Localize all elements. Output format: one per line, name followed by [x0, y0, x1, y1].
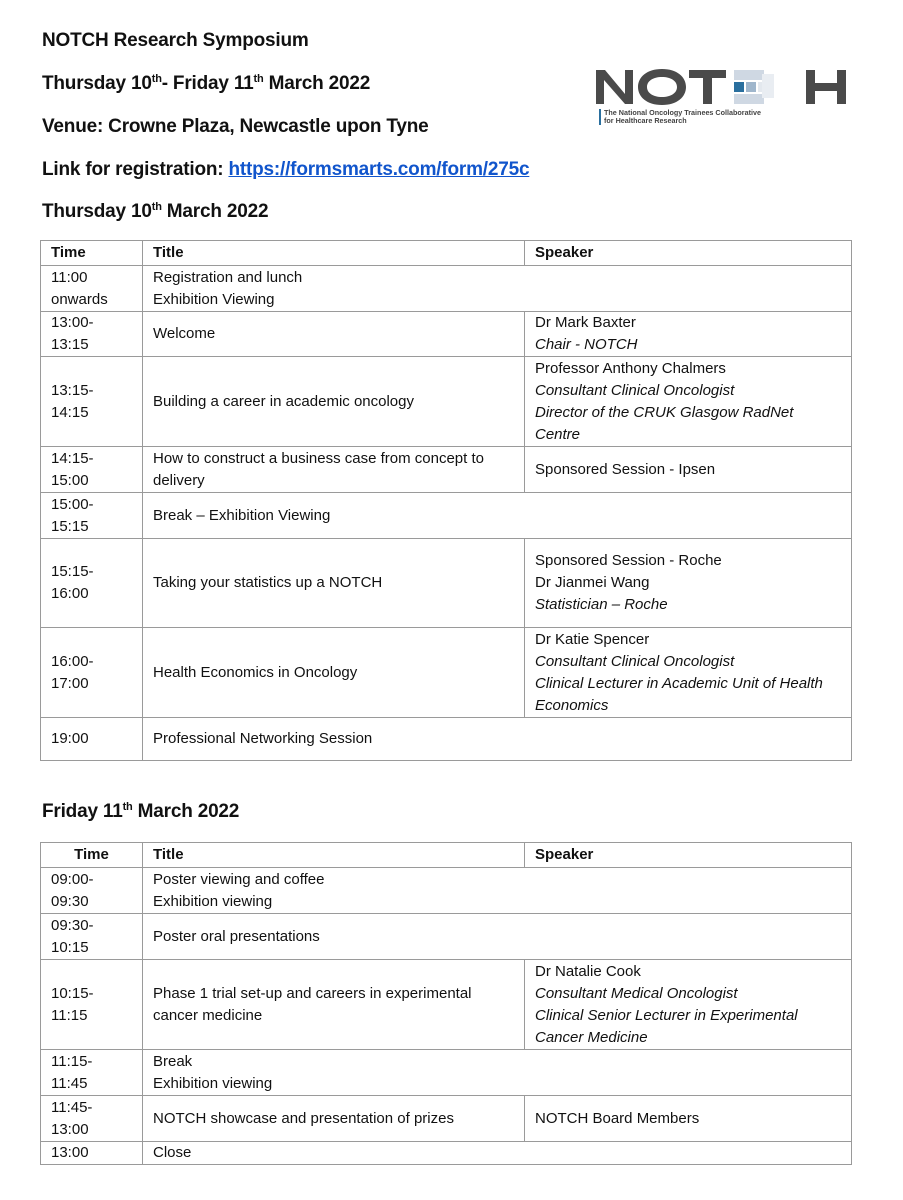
speaker-name: Sponsored Session - Ipsen — [535, 460, 716, 478]
row-speaker — [525, 960, 852, 1050]
speaker-name: Dr Jianmei Wang — [535, 574, 650, 591]
title-line: Close — [153, 1144, 192, 1161]
row-time — [41, 868, 143, 914]
speaker-role: Statistician – Roche — [535, 596, 668, 613]
row-title — [143, 312, 525, 357]
time-line: 10:15 — [51, 938, 89, 956]
row-time — [41, 718, 143, 761]
title-line: Building a career in academic oncology — [153, 392, 414, 410]
table-row — [41, 1050, 852, 1096]
row-title — [143, 493, 852, 539]
title-line: Phase 1 trial set-up and careers in experimental cancer medicine — [153, 984, 472, 1024]
day1-schedule-table — [40, 240, 852, 761]
row-title — [143, 357, 525, 447]
title-line: Taking your statistics up a NOTCH — [153, 574, 383, 591]
time-line: 10:15- — [51, 984, 94, 1002]
time-line: 13:00 — [51, 1144, 89, 1161]
speaker-role: Consultant Clinical Oncologist — [535, 381, 735, 399]
row-time — [41, 1142, 143, 1165]
speaker-name: NOTCH Board Members — [535, 1109, 700, 1127]
notch-tagline: The National Oncology Trainees Collaborative for Healthcare Research — [599, 109, 761, 125]
row-speaker — [525, 628, 852, 718]
col-title: Title — [143, 241, 525, 266]
row-title — [143, 718, 852, 761]
title-line: How to construct a business case from concept to delivery — [153, 449, 484, 489]
time-line: 09:30- — [51, 916, 94, 934]
registration-label: Link for registration: — [42, 159, 229, 180]
time-line: 17:00 — [51, 674, 89, 692]
time-line: 11:15- — [51, 1052, 93, 1070]
time-line: 11:45 — [51, 1074, 88, 1092]
speaker-name: Sponsored Session - Roche — [535, 552, 722, 569]
col-time: Time — [41, 843, 143, 868]
time-line: 11:45- — [51, 1098, 93, 1116]
row-speaker — [525, 357, 852, 447]
event-dates: Thursday 10th- Friday 11th March 2022 — [42, 73, 371, 94]
title-line: Professional Networking Session — [153, 730, 373, 747]
title-line: Welcome — [153, 325, 216, 342]
time-line: 15:00- — [51, 495, 94, 513]
time-line: 13:00- — [51, 314, 94, 331]
time-line: 16:00- — [51, 652, 94, 670]
row-title — [143, 539, 525, 628]
table-row — [41, 914, 852, 960]
time-line: 11:00 — [51, 268, 88, 286]
row-title — [143, 447, 525, 493]
table-row — [41, 960, 852, 1050]
day1-table-body — [41, 266, 852, 761]
notch-logo — [592, 66, 874, 130]
title-line: NOTCH showcase and presentation of prizes — [153, 1109, 454, 1127]
row-time — [41, 447, 143, 493]
title-line: Poster oral presentations — [153, 927, 320, 945]
row-time — [41, 312, 143, 357]
title-line: Break — [153, 1052, 193, 1070]
day2-schedule-table — [40, 842, 852, 1165]
speaker-role: Clinical Lecturer in Academic Unit of Health Economics — [535, 674, 823, 714]
row-title — [143, 868, 852, 914]
col-speaker: Speaker — [525, 843, 852, 868]
speaker-name: Dr Natalie Cook — [535, 962, 641, 980]
title-line: Exhibition viewing — [153, 1074, 273, 1092]
row-time — [41, 493, 143, 539]
row-speaker — [525, 447, 852, 493]
speaker-name: Dr Mark Baxter — [535, 314, 636, 331]
row-title — [143, 628, 525, 718]
row-title — [143, 266, 852, 312]
day2-heading: Friday 11th March 2022 — [42, 801, 240, 822]
time-line: 15:00 — [51, 471, 89, 489]
title-line: Break – Exhibition Viewing — [153, 506, 331, 524]
time-line: onwards — [51, 290, 108, 308]
row-title — [143, 1050, 852, 1096]
row-speaker — [525, 539, 852, 628]
row-time — [41, 1096, 143, 1142]
title-line: Exhibition Viewing — [153, 290, 275, 308]
col-time: Time — [41, 241, 143, 266]
row-title — [143, 1096, 525, 1142]
event-venue: Venue: Crowne Plaza, Newcastle upon Tyne — [42, 116, 429, 137]
speaker-name: Professor Anthony Chalmers — [535, 359, 726, 377]
row-time — [41, 1050, 143, 1096]
time-line: 09:00- — [51, 870, 94, 888]
time-line: 16:00 — [51, 585, 89, 602]
title-line: Health Economics in Oncology — [153, 663, 358, 681]
notch-wordmark-graphic — [592, 66, 874, 108]
row-title — [143, 960, 525, 1050]
registration-line — [42, 159, 529, 181]
table-row — [41, 628, 852, 718]
event-title: NOTCH Research Symposium — [42, 30, 309, 51]
row-title — [143, 914, 852, 960]
table-row — [41, 718, 852, 761]
title-line: Exhibition viewing — [153, 892, 273, 910]
row-time — [41, 266, 143, 312]
table-row — [41, 493, 852, 539]
row-speaker — [525, 312, 852, 357]
time-line: 14:15 — [51, 403, 89, 421]
table-row — [41, 539, 852, 628]
row-time — [41, 539, 143, 628]
time-line: 09:30 — [51, 892, 89, 910]
time-line: 19:00 — [51, 730, 89, 747]
col-title: Title — [143, 843, 525, 868]
table-row — [41, 1096, 852, 1142]
speaker-role: Consultant Medical Oncologist — [535, 984, 738, 1002]
time-line: 15:15 — [51, 517, 89, 535]
row-time — [41, 914, 143, 960]
speaker-role: Consultant Clinical Oncologist — [535, 652, 735, 670]
table-row — [41, 312, 852, 357]
table-row — [41, 266, 852, 312]
time-line: 13:00 — [51, 1120, 89, 1138]
speaker-name: Dr Katie Spencer — [535, 630, 650, 648]
speaker-role: Director of the CRUK Glasgow RadNet Centre — [535, 403, 794, 443]
time-line: 15:15- — [51, 563, 94, 580]
time-line: 11:15 — [51, 1006, 88, 1024]
row-speaker — [525, 1096, 852, 1142]
table-row — [41, 868, 852, 914]
registration-link[interactable]: https://formsmarts.com/form/275c — [228, 159, 530, 180]
col-speaker: Speaker — [525, 241, 852, 266]
time-line: 13:15 — [51, 336, 89, 353]
row-time — [41, 357, 143, 447]
time-line: 14:15- — [51, 449, 94, 467]
row-time — [41, 960, 143, 1050]
row-title — [143, 1142, 852, 1165]
table-row — [41, 1142, 852, 1165]
day1-heading: Thursday 10th March 2022 — [42, 201, 269, 222]
speaker-role: Chair - NOTCH — [535, 336, 638, 353]
table-row — [41, 357, 852, 447]
title-line: Registration and lunch — [153, 268, 303, 286]
time-line: 13:15- — [51, 381, 94, 399]
row-time — [41, 628, 143, 718]
day2-table-body — [41, 868, 852, 1165]
title-line: Poster viewing and coffee — [153, 870, 325, 888]
speaker-role: Clinical Senior Lecturer in Experimental Cancer Medicine — [535, 1006, 798, 1046]
table-row — [41, 447, 852, 493]
